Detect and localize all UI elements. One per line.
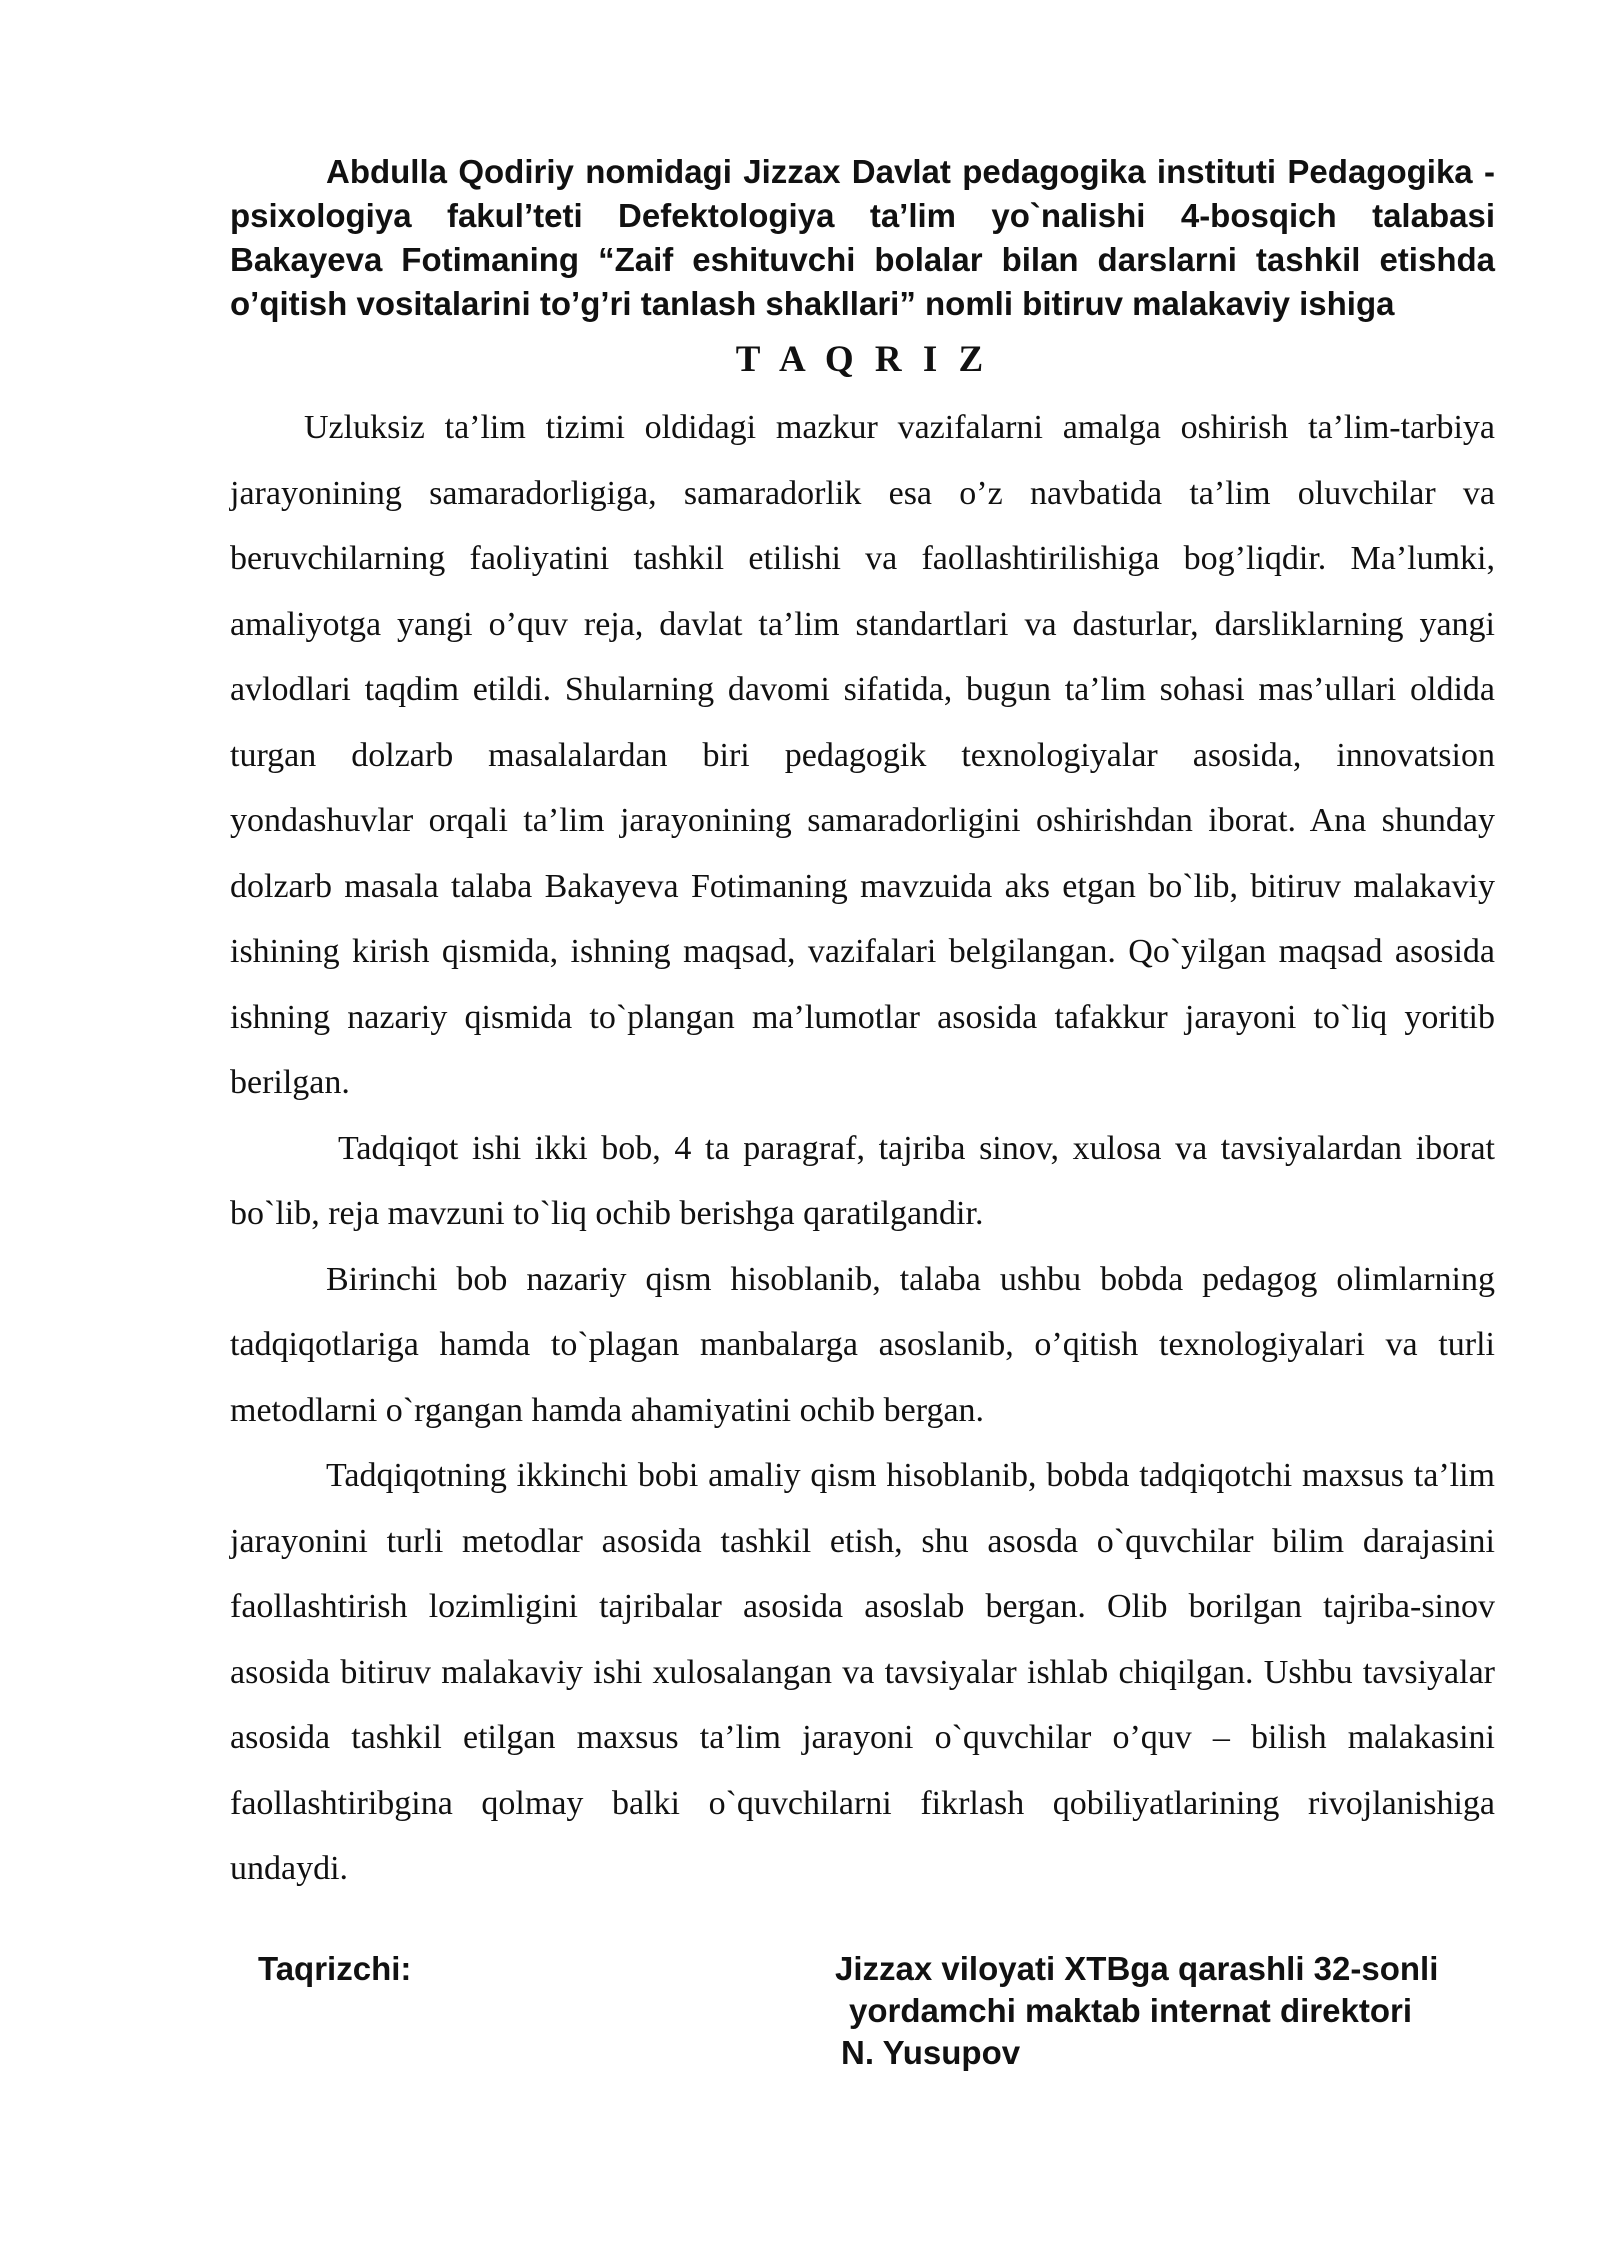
reviewer-organization: Jizzax viloyati XTBga qarashli 32-sonli (835, 1950, 1439, 1987)
reviewer-name: N. Yusupov (841, 2034, 1021, 2071)
reviewer-position: yordamchi maktab internat direktori (849, 1992, 1412, 2029)
document-header: Abdulla Qodiriy nomidagi Jizzax Davlat pedagogika instituti Pedagogika - psixologiya fakul’teti Defektologiya ta’lim yo`nalishi 4-bosqich talabasi Bakayeva Fotimaning “Zaif eshituvchi bolalar bilan darslarni tashkil etishda o’qitish vositalarini to’g’ri tanlash shakllari” nomli bitiruv malakaviy ishiga (230, 153, 1495, 322)
reviewer-details (835, 1948, 1495, 2074)
reviewer-label: Taqrizchi: (258, 1950, 412, 1987)
paragraph-2: Tadqiqot ishi ikki bob, 4 ta paragraf, tajriba sinov, xulosa va tavsiyalardan iborat bo`lib, reja mavzuni to`liq ochib berishga qaratilgandir. (230, 1129, 1495, 1232)
paragraph-4: Tadqiqotning ikkinchi bobi amaliy qism hisoblanib, bobda tadqiqotchi maxsus ta’lim jarayonini turli metodlar asosida tashkil etish, shu asosda o`quvchilar bilim darajasini faollashtirish lozimligini tajribalar asosida asoslab bergan. Olib borilgan tajriba-sinov asosida bitiruv malakaviy ishi xulosalangan va tavsiyalar ishlab chiqilgan. Ushbu tavsiyalar asosida tashkil etilgan maxsus ta’lim jarayoni o`quvchilar o’quv – bilish malakasini faollashtiribgina qolmay balki o`quvchilarni fikrlash qobiliyatlarining rivojlanishiga undaydi. (230, 1457, 1495, 1887)
document-page (230, 150, 1495, 2071)
paragraph-1: Uzluksiz ta’lim tizimi oldidagi mazkur vazifalarni amalga oshirish ta’lim-tarbiya jarayonining samaradorligiga, samaradorlik esa o’z navbatida ta’lim oluvchilar va beruvchilarning faoliyatini tashkil etilishi va faollashtirilishiga bog’liqdir. Ma’lumki, amaliyotga yangi o’quv reja, davlat ta’lim standartlari va dasturlar, darsliklarning yangi avlodlari taqdim etildi. Shularning davomi sifatida, bugun ta’lim sohasi mas’ullari oldida turgan dolzarb masalalardan biri pedagogik texnologiyalar asosida, innovatsion yondashuvlar orqali ta’lim jarayonining samaradorligini oshirishdan iborat. Ana shunday dolzarb masala talaba Bakayeva Fotimaning mavzuida aks etgan bo`lib, bitiruv malakaviy ishining kirish qismida, ishning maqsad, vazifalari belgilangan. Qo`yilgan maqsad asosida ishning nazariy qismida to`plangan ma’lumotlar asosida tafakkur jarayoni to`liq yoritib berilgan. (230, 409, 1495, 1101)
paragraph-3: Birinchi bob nazariy qism hisoblanib, talaba ushbu bobda pedagog olimlarning tadqiqotlariga hamda to`plagan manbalarga asoslanib, o’qitish texnologiyalari va turli metodlarni o`rgangan hamda ahamiyatini ochib bergan. (230, 1260, 1495, 1429)
document-title: T A Q R I Z (735, 339, 990, 380)
